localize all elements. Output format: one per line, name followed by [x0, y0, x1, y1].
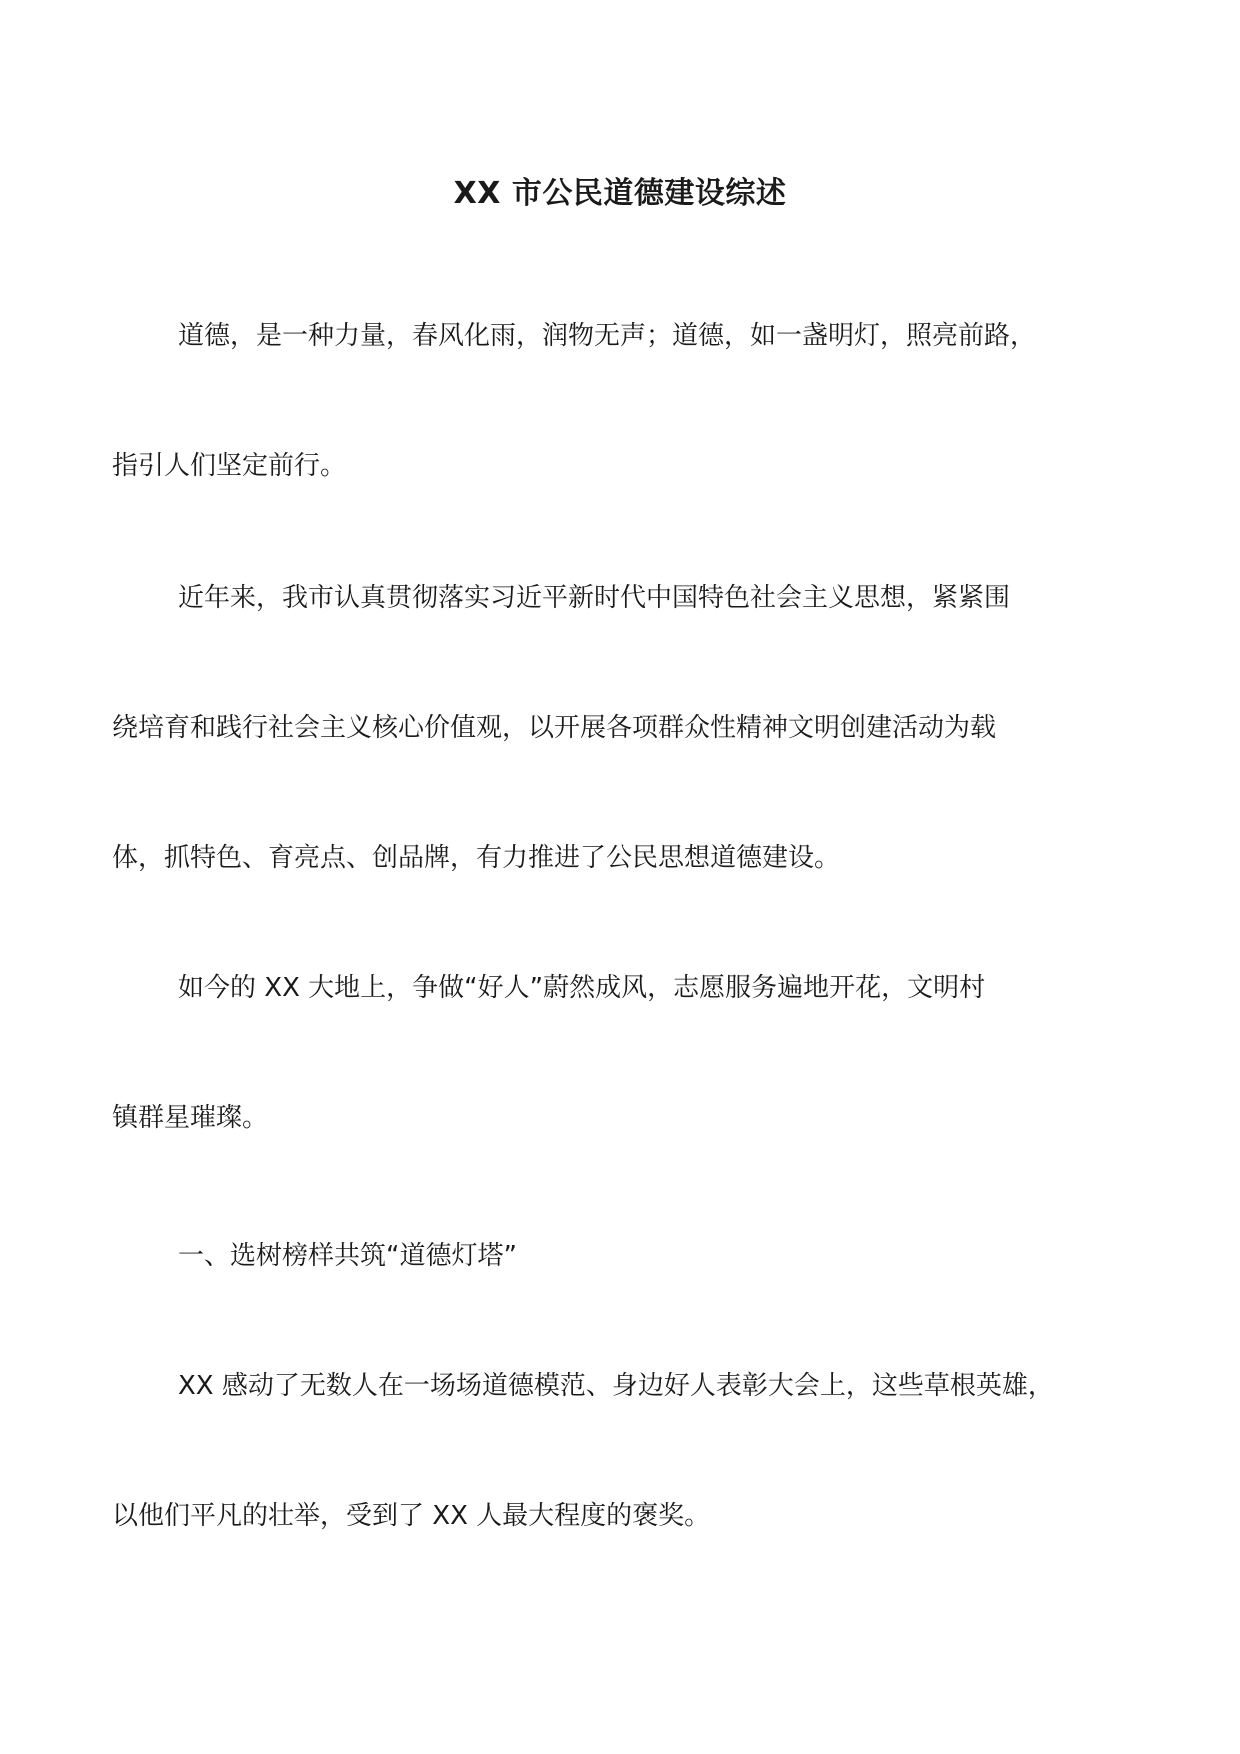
paragraph-line: 以他们平凡的壮举，受到了 XX 人最大程度的褒奖。	[112, 1501, 711, 1531]
paragraph-line: 如今的 XX 大地上，争做“好人”蔚然成风，志愿服务遍地开花，文明村	[178, 973, 986, 1003]
paragraph-line: 近年来，我市认真贯彻落实习近平新时代中国特色社会主义思想，紧紧围	[178, 583, 1011, 613]
paragraph-line: XX 感动了无数人在一场场道德模范、身边好人表彰大会上，这些草根英雄，	[178, 1371, 1054, 1401]
paragraph-line: 镇群星璀璨。	[112, 1103, 269, 1133]
section-heading: 一、选树榜样共筑“道德灯塔”	[178, 1241, 517, 1271]
document-title: XX 市公民道德建设综述	[453, 176, 787, 211]
paragraph-line: 指引人们坚定前行。	[112, 451, 347, 481]
paragraph-line: 道德，是一种力量，春风化雨，润物无声；道德，如一盏明灯，照亮前路，	[178, 321, 1037, 351]
paragraph-line: 体，抓特色、育亮点、创品牌，有力推进了公民思想道德建设。	[112, 843, 841, 873]
paragraph-line: 绕培育和践行社会主义核心价值观，以开展各项群众性精神文明创建活动为载	[112, 713, 997, 743]
